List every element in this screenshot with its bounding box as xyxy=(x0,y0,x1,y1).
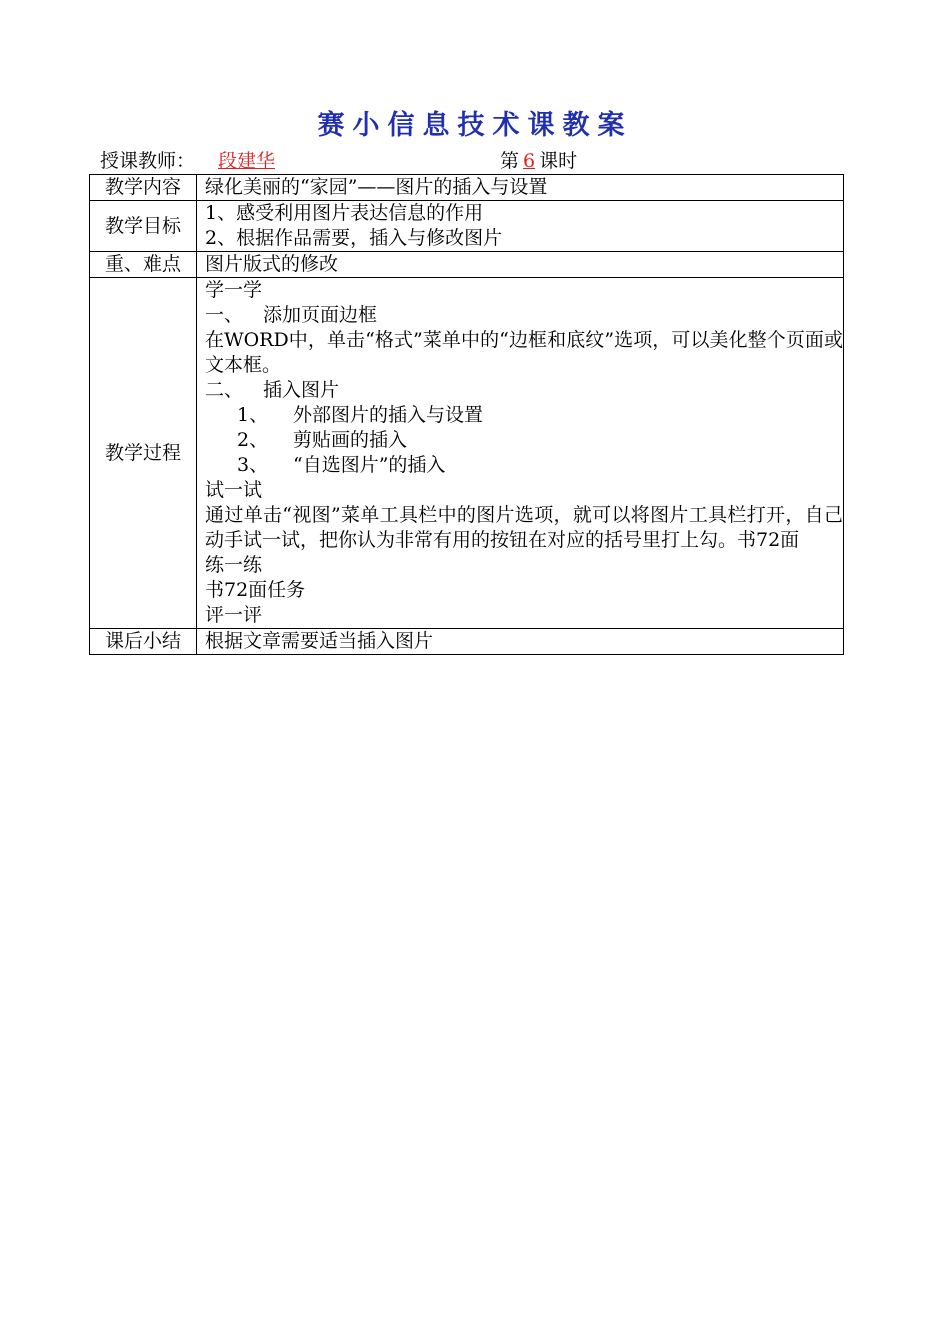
row-label-summary: 课后小结 xyxy=(90,629,197,655)
section-2-title: 插入图片 xyxy=(263,379,340,401)
table-row-goals xyxy=(90,201,844,252)
lesson-plan-table xyxy=(89,174,844,655)
row-value-focus: 图片版式的修改 xyxy=(197,252,844,278)
teacher-label: 授课教师： xyxy=(100,150,196,172)
row-label-goals: 教学目标 xyxy=(90,201,197,252)
row-label-process: 教学过程 xyxy=(90,278,197,629)
learn-heading: 学一学 xyxy=(205,279,263,301)
sub-item-text: 外部图片的插入与设置 xyxy=(293,404,484,426)
row-value-process xyxy=(197,278,844,629)
table-row-focus xyxy=(90,252,844,278)
lesson-prefix: 第 xyxy=(500,150,520,172)
table-row-process xyxy=(90,278,844,629)
sub-item-text: 剪贴画的插入 xyxy=(293,429,408,451)
teacher-name: 段建华 xyxy=(218,150,276,172)
sub-item-number: 2、 xyxy=(237,429,269,451)
page-title: 赛小信息技术课教案 xyxy=(317,110,633,141)
section-1-title: 添加页面边框 xyxy=(263,304,378,326)
row-value-goals xyxy=(197,201,844,252)
practice-text: 书72面任务 xyxy=(205,579,306,601)
review-heading: 评一评 xyxy=(205,604,263,626)
sub-item xyxy=(205,428,843,453)
row-value-summary: 根据文章需要适当插入图片 xyxy=(197,629,844,655)
lesson-number: 6 xyxy=(523,150,536,172)
section-1-number: 一、 xyxy=(205,304,244,326)
sub-item-text: “自选图片”的插入 xyxy=(293,454,446,476)
practice-heading: 练一练 xyxy=(205,554,263,576)
try-text: 通过单击“视图”菜单工具栏中的图片选项，就可以将图片工具栏打开，自己动手试一试，把你认为非常有用的按钮在对应的括号里打上勾。书72面 xyxy=(205,504,843,551)
sub-item xyxy=(205,403,843,428)
sub-item-number: 3、 xyxy=(237,454,269,476)
lesson-number-line xyxy=(500,148,577,174)
lesson-header xyxy=(100,148,844,174)
try-heading: 试一试 xyxy=(205,479,263,501)
goal-item: 1、感受利用图片表达信息的作用 xyxy=(205,202,484,224)
goal-item: 2、根据作品需要，插入与修改图片 xyxy=(205,227,503,249)
section-1-heading xyxy=(205,303,843,328)
lesson-suffix: 课时 xyxy=(539,150,578,172)
sub-item-number: 1、 xyxy=(237,404,269,426)
section-2-number: 二、 xyxy=(205,379,244,401)
table-row-summary xyxy=(90,629,844,655)
row-label-focus: 重、难点 xyxy=(90,252,197,278)
row-value-content: 绿化美丽的“家园”——图片的插入与设置 xyxy=(197,175,844,201)
row-label-content: 教学内容 xyxy=(90,175,197,201)
table-row-content xyxy=(90,175,844,201)
sub-item xyxy=(205,453,843,478)
section-2-heading xyxy=(205,378,843,403)
section-1-text: 在WORD中，单击“格式”菜单中的“边框和底纹”选项，可以美化整个页面或文本框。 xyxy=(205,329,843,376)
